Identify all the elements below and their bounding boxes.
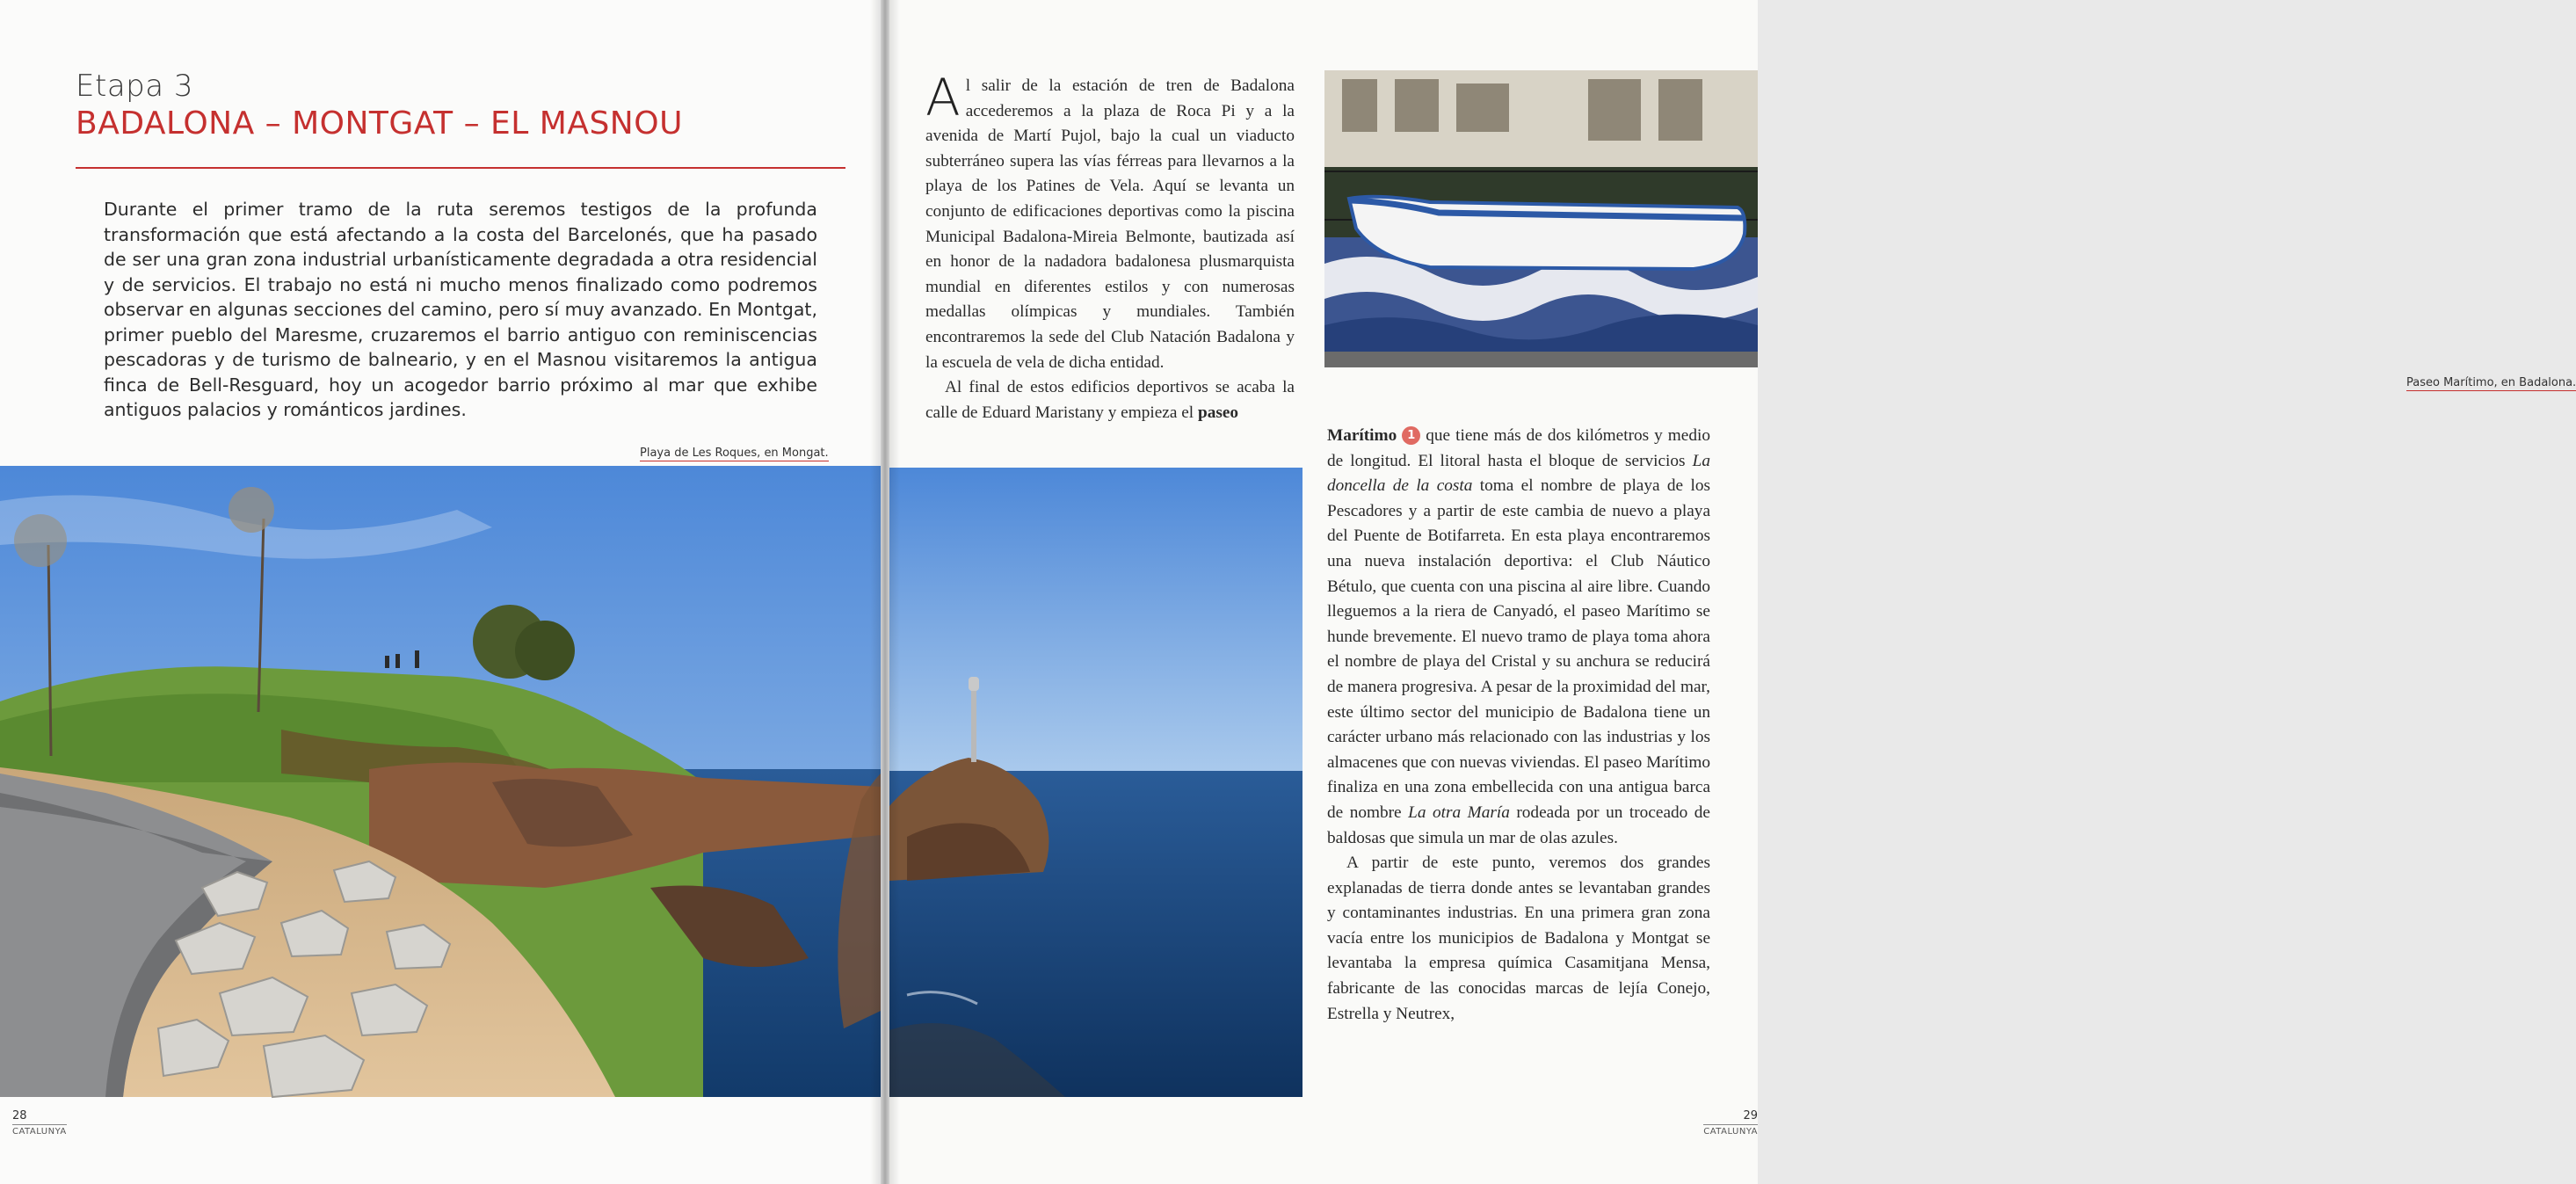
paragraph xyxy=(925,68,1295,375)
text-column-2 xyxy=(1327,424,1710,1027)
section-label: CATALUNYA xyxy=(12,1127,67,1137)
italic-name: La otra María xyxy=(1408,803,1510,822)
right-page xyxy=(889,0,2576,1184)
paragraph-text: toma el nombre de playa de los Pescadores y a partir de este cambia de nuevo a playa del Puente de Botifarreta. En esta playa encontraremos una nueva instalación deportiva: el Club Náutico Bétulo, que cuenta con una piscina al aire libre. Cuando lleguemos a la riera de Canyadó, el paseo Marítimo se hunde brevemente. El nuevo tramo de playa toma ahora el nombre de playa del Cristal y su anchura se reducirá de manera progresiva. A pesar de la proximidad del mar, este último sector del municipio de Badalona tiene un carácter urbano más relacionado con las industrias y los almacenes que con nuevas viviendas. El paseo Marítimo finaliza en una zona embellecida con una antigua barca de nombre xyxy=(1327,476,1710,822)
page-number: 28 xyxy=(12,1109,27,1122)
coast-photo-left xyxy=(0,466,881,1097)
paragraph-text: Al final de estos edificios deportivos se acaba la calle de Eduard Maristany y empieza el xyxy=(925,378,1295,422)
coast-photo-right xyxy=(889,468,1303,1097)
intro-paragraph: Durante el primer tramo de la ruta seremos testigos de la profunda transformación que está afectando a la costa del Barcelonés, que ha pasado de ser una gran zona industrial urbanísticamente degradada a otra residencial y de servicios. El trabajo no está ni mucho menos finalizado como podremos observar en algunas secciones del camino, pero sí muy avanzado. En Montgat, primer pueblo del Maresme, cruzaremos el barrio antiguo con reminiscencias pescadoras y de turismo de balneario, y en el Masnou visitaremos la antigua finca de Bell-Resguard, hoy un acogedor barrio próximo al mar que exhibe antiguos palacios y románticos jardines. xyxy=(104,199,817,420)
folio-rule xyxy=(1703,1124,1758,1125)
paragraph-text: que tiene más de dos kilómetros y medio de longitud. El litoral hasta el bloque de servicios xyxy=(1327,426,1710,470)
paragraph-text: rodeada por un troceado de baldosas que simula un mar de olas azules. xyxy=(1327,803,1710,847)
folio-rule xyxy=(12,1124,67,1125)
paragraph xyxy=(1327,424,1710,851)
route-marker-badge: 1 xyxy=(1402,426,1420,445)
italic-name: La doncella de la costa xyxy=(1327,451,1710,496)
boat-photo xyxy=(1324,70,1758,367)
chapter-title: BADALONA – MONTGAT – EL MASNOU xyxy=(76,105,683,142)
folio-right xyxy=(1703,1109,1758,1137)
drop-cap: A xyxy=(925,68,961,127)
photo-caption-right: Paseo Marítimo, en Badalona. xyxy=(2406,376,2576,389)
bold-term: paseo xyxy=(1197,403,1239,422)
paragraph: A partir de este punto, veremos dos grandes explanadas de tierra donde antes se levantaban grandes y contaminantes industrias. En una primera gran zona vacía entre los municipios de Badalona y Montgat se levantaba la empresa química Casamitjana Mensa, fabricante de las conocidas marcas de lejía Conejo, Estrella y Neutrex, xyxy=(1327,853,1710,1023)
paragraph xyxy=(925,375,1295,425)
folio-left xyxy=(12,1109,67,1137)
page-number: 29 xyxy=(1743,1109,1758,1122)
photo-caption-left: Playa de Les Roques, en Mongat. xyxy=(640,447,829,460)
stage-label: Etapa 3 xyxy=(76,69,194,104)
text-column-1 xyxy=(925,68,1295,425)
book-gutter xyxy=(870,0,900,1184)
left-page xyxy=(0,0,881,1184)
title-divider xyxy=(76,167,845,169)
paragraph-text: l salir de la estación de tren de Badalona accederemos a la plaza de Roca Pi y a la avenida de Martí Pujol, bajo la cual un viaducto subterráneo supera las vías férreas para llevarnos a la playa de los Patines de Vela. Aquí se levanta un conjunto de edificaciones deportivas como la piscina Municipal Badalona-Mireia Belmonte, bautizada así en honor de la nadadora badalonesa plusmarquista mundial en diferentes estilos y con numerosas medallas olímpicas y mundiales. También encontraremos la sede del Club Natación Badalona y la escuela de vela de dicha entidad. xyxy=(925,76,1295,372)
bold-term: Marítimo xyxy=(1327,426,1397,445)
section-label: CATALUNYA xyxy=(1703,1127,1758,1137)
